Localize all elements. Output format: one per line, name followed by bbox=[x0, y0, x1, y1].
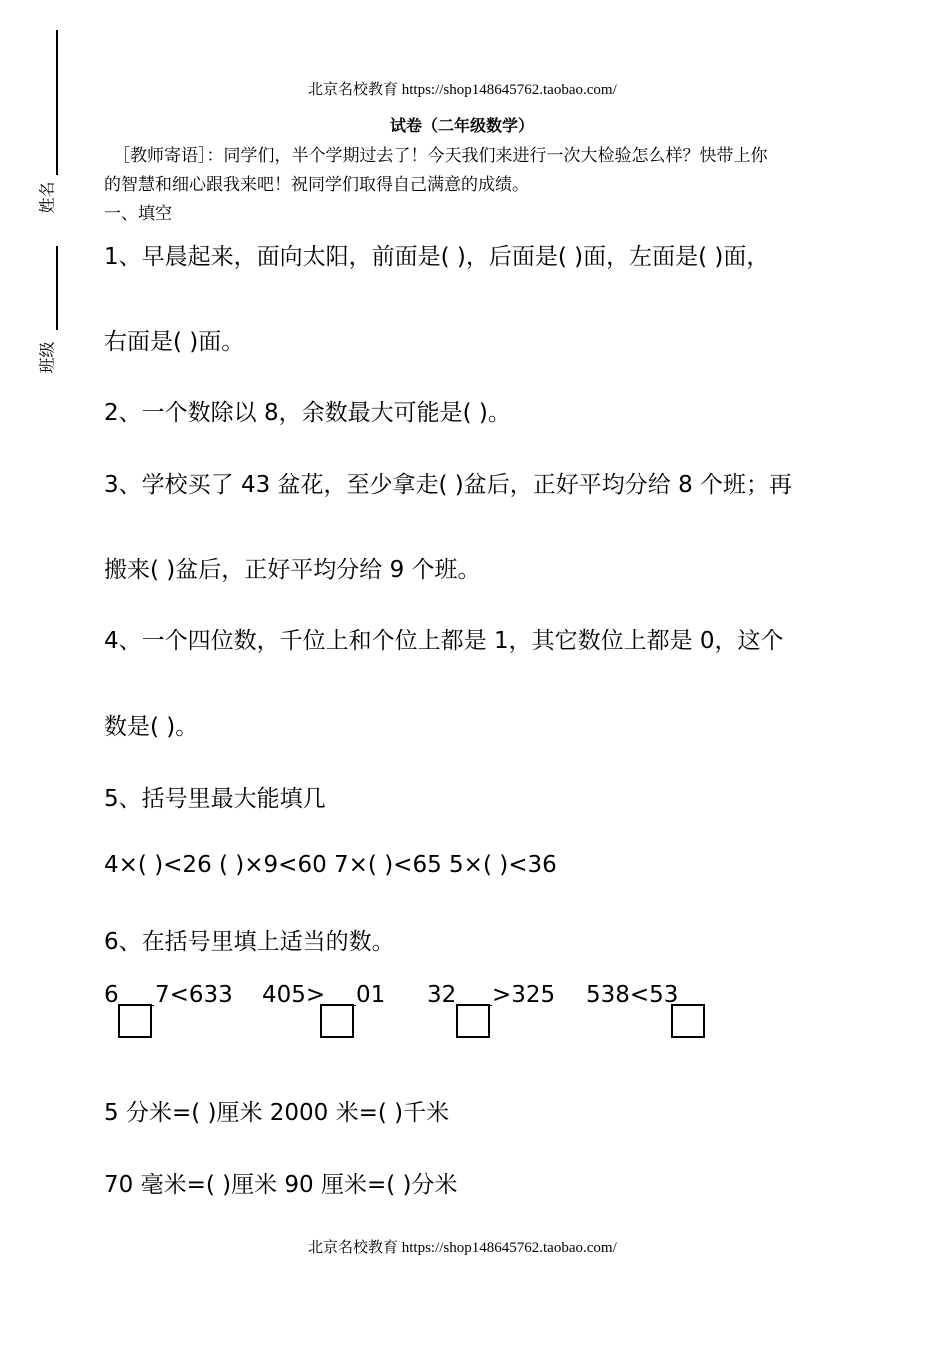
q6-box-b[interactable] bbox=[320, 1004, 354, 1038]
q4-line-1: 4、一个四位数，千位上和个位上都是 1，其它数位上都是 0，这个 bbox=[104, 628, 784, 654]
section-title: 一、填空 bbox=[104, 204, 172, 224]
q3-line-1: 3、学校买了 43 盆花，至少拿走( )盆后，正好平均分给 8 个班；再 bbox=[104, 472, 793, 498]
q6-item-a-left: 6 bbox=[104, 982, 119, 1008]
intro-line-2: 的智慧和细心跟我来吧！祝同学们取得自己满意的成绩。 bbox=[104, 175, 529, 195]
page-title: 试卷（二年级数学） bbox=[390, 116, 535, 135]
q6-item-b-right: 01 bbox=[356, 982, 386, 1008]
intro-line-1: ［教师寄语］：同学们，半个学期过去了！今天我们来进行一次大检验怎么样？快带上你 bbox=[113, 146, 768, 166]
margin-line-middle bbox=[56, 246, 58, 330]
unit-line-2: 70 毫米=( )厘米 90 厘米=( )分米 bbox=[104, 1172, 458, 1198]
q6-box-a[interactable] bbox=[118, 1004, 152, 1038]
q3-line-2: 搬来( )盆后，正好平均分给 9 个班。 bbox=[104, 557, 481, 583]
q6-box-c[interactable] bbox=[456, 1004, 490, 1038]
q6-title: 6、在括号里填上适当的数。 bbox=[104, 929, 395, 955]
q1-line-2: 右面是( )面。 bbox=[104, 329, 245, 355]
page-header: 北京名校教育 https://shop148645762.taobao.com/ bbox=[308, 82, 617, 98]
name-label: 姓名 bbox=[37, 181, 57, 214]
q4-line-2: 数是( )。 bbox=[104, 714, 199, 740]
q5-title: 5、括号里最大能填几 bbox=[104, 786, 326, 812]
q5-items: 4×( )<26 ( )×9<60 7×( )<65 5×( )<36 bbox=[104, 852, 557, 878]
class-label: 班级 bbox=[37, 341, 57, 374]
q6-item-d: 538<53 bbox=[586, 982, 679, 1008]
q6-item-b-left: 405> bbox=[262, 982, 326, 1008]
q6-item-c-right: >325 bbox=[492, 982, 556, 1008]
q6-box-d[interactable] bbox=[671, 1004, 705, 1038]
margin-line-top bbox=[56, 30, 58, 175]
q6-item-a-right: 7<633 bbox=[155, 982, 233, 1008]
q6-item-c-left: 32 bbox=[427, 982, 457, 1008]
page-footer: 北京名校教育 https://shop148645762.taobao.com/ bbox=[308, 1240, 617, 1256]
q1-line-1: 1、早晨起来，面向太阳，前面是( )，后面是( )面，左面是( )面， bbox=[104, 244, 770, 270]
q2: 2、一个数除以 8，余数最大可能是( )。 bbox=[104, 400, 511, 426]
unit-line-1: 5 分米=( )厘米 2000 米=( )千米 bbox=[104, 1100, 450, 1126]
